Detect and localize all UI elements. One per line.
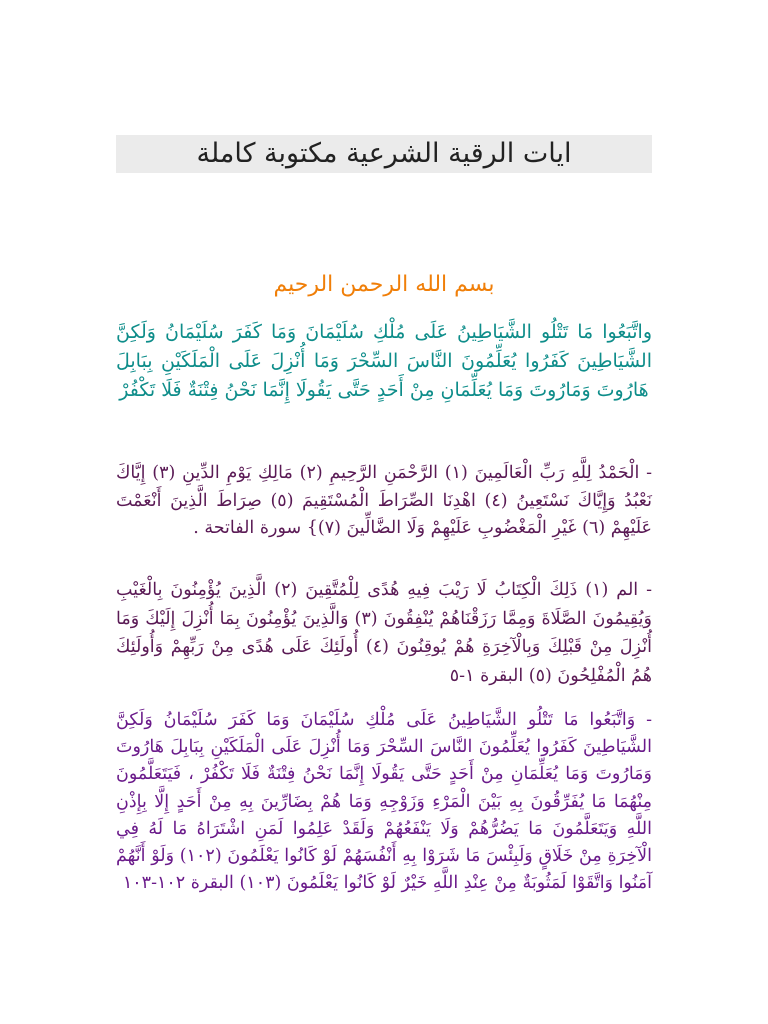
verse-block-fatiha: - الْحَمْدُ لِلَّهِ رَبِّ الْعَالَمِينَ (١) الرَّحْمَنِ الرَّحِيمِ (٢) مَالِكِ يَوْمِ الدِّينِ (٣) إِيَّاكَ نَعْبُدُ وَإِيَّاكَ نَسْتَعِينُ (٤) اهْدِنَا الصِّرَاطَ الْمُسْتَقِيمَ (٥) صِرَاطَ الَّذِينَ أَنْعَمْتَ عَلَيْهِمْ (٦) غَيْرِ الْمَغْضُوبِ عَلَيْهِمْ وَلَا الضَّالِّينَ (٧)} سورة الفاتحة . — [116, 463, 653, 538]
verse-block-intro: واتَّبَعُوا مَا تَتْلُو الشَّيَاطِينُ عَلَى مُلْكِ سُلَيْمَانَ وَمَا كَفَرَ سُلَيْمَانُ وَلَكِنَّ الشَّيَاطِينَ كَفَرُوا يُعَلِّمُونَ النَّاسَ السِّحْرَ وَمَا أُنْزِلَ عَلَى الْمَلَكَيْنِ بِبَابِلَ هَارُوتَ وَمَارُوتَ وَمَا يُعَلِّمَانِ مِنْ أَحَدٍ حَتَّى يَقُولَا إِنَّمَا نَحْنُ فِتْنَةٌ فَلَا تَكْفُرْ — [116, 321, 652, 401]
basmala-heading: بسم الله الرحمن الرحيم — [273, 272, 495, 297]
page-title: ايات الرقية الشرعية مكتوبة كاملة — [116, 135, 652, 173]
verse-block-baqara-1-5: - الم (١) ذَلِكَ الْكِتَابُ لَا رَيْبَ فِيهِ هُدًى لِلْمُتَّقِينَ (٢) الَّذِينَ يُؤْمِنُونَ بِالْغَيْبِ وَيُقِيمُونَ الصَّلَاةَ وَمِمَّا رَزَقْنَاهُمْ يُنْفِقُونَ (٣) وَالَّذِينَ يُؤْمِنُونَ بِمَا أُنْزِلَ إِلَيْكَ وَمَا أُنْزِلَ مِنْ قَبْلِكَ وَبِالْآخِرَةِ هُمْ يُوقِنُونَ (٤) أُولَئِكَ عَلَى هُدًى مِنْ رَبِّهِمْ وَأُولَئِكَ هُمُ الْمُفْلِحُونَ (٥) البقرة ١-٥ — [116, 580, 652, 686]
verse-block-baqara-102-103: - وَاتَّبَعُوا مَا تَتْلُو الشَّيَاطِينُ عَلَى مُلْكِ سُلَيْمَانَ وَمَا كَفَرَ سُلَيْمَانُ وَلَكِنَّ الشَّيَاطِينَ كَفَرُوا يُعَلِّمُونَ النَّاسَ السِّحْرَ وَمَا أُنْزِلَ عَلَى الْمَلَكَيْنِ بِبَابِلَ هَارُوتَ وَمَارُوتَ وَمَا يُعَلِّمَانِ مِنْ أَحَدٍ حَتَّى يَقُولَا إِنَّمَا نَحْنُ فِتْنَةٌ فَلَا تَكْفُرْ ، فَيَتَعَلَّمُونَ مِنْهُمَا مَا يُفَرِّقُونَ بِهِ بَيْنَ الْمَرْءِ وَزَوْجِهِ وَمَا هُمْ بِضَارِّينَ بِهِ مِنْ أَحَدٍ إِلَّا بِإِذْنِ اللَّهِ وَيَتَعَلَّمُونَ مَا يَضُرُّهُمْ وَلَا يَنْفَعُهُمْ وَلَقَدْ عَلِمُوا لَمَنِ اشْتَرَاهُ مَا لَهُ فِي الْآخِرَةِ مِنْ خَلَاقٍ وَلَبِئْسَ مَا شَرَوْا بِهِ أَنْفُسَهُمْ لَوْ كَانُوا يَعْلَمُونَ (١٠٢) وَلَوْ أَنَّهُمْ آمَنُوا وَاتَّقَوْا لَمَثُوبَةٌ مِنْ عِنْدِ اللَّهِ خَيْرٌ لَوْ كَانُوا يَعْلَمُونَ (١٠٣) البقرة ١٠٢-١٠٣ — [116, 710, 652, 894]
document-page — [116, 0, 652, 1024]
